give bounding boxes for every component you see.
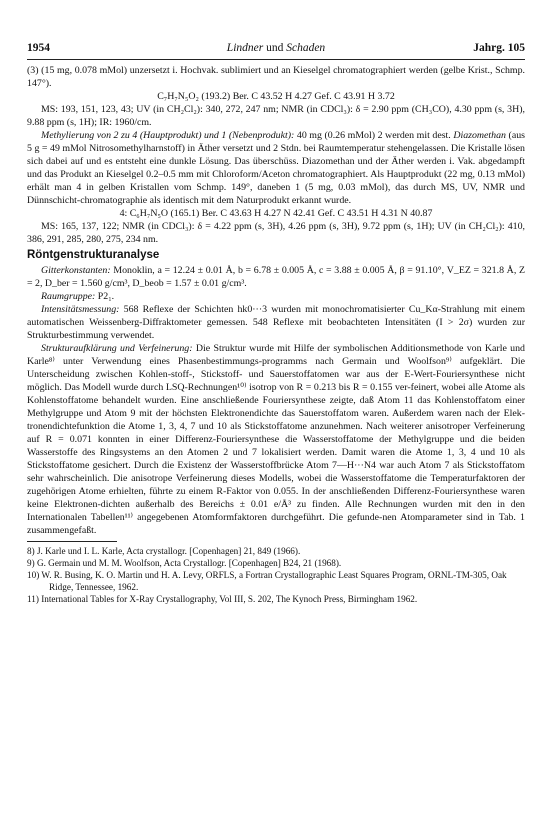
footnote-10: 10) W. R. Busing, K. O. Martin und H. A. Levy, ORFLS, a Fortran Crystallographic Least Squares Program, ORNL-TM-305, Oak Ridge, Tennessee, 1962. bbox=[27, 570, 507, 592]
section-heading: Röntgenstrukturanalyse bbox=[27, 249, 160, 261]
main-text bbox=[27, 64, 525, 605]
spectra-compound-4: MS: 165, 137, 122; NMR (in CDCl₃): δ = 4.22 ppm (s, 3H), 4.26 ppm (s, 3H), 9.72 ppm (s, 1H); UV (in CH₂Cl₂): 410, 386, 291, 285, 280, 275, 234 nm. bbox=[27, 221, 525, 245]
running-header bbox=[27, 42, 525, 58]
paragraph-strukturaufklaerung: Strukturaufklärung und Verfeinerung: Die Struktur wurde mit Hilfe der symbolischen Additionsmethode von Karle und Karle⁸⁾ unter Verwendung eines Phasenbestimmungs-programms nach Germain und Woolfson⁹⁾ aufgeklärt. Die Unterscheidung zwischen Kohlen-stoff-, Stickstoff- und Sauerstoffatomen war aus der E-Wert-Fouriersynthese nicht möglich. Das Modell wurde durch LSQ-Rechnungen¹⁰⁾ isotrop von R = 0.213 bis R = 0.155 ver-feinert, wobei alle Atome als Kohlenstoffatome behandelt wurden. Eine anschließende Fouriersynthese zeigte, daß Atom 11 das Kohlenstoffatom einer Methylgruppe und Atom 9 mit der höchsten Elektronendichte das Sauerstoffatom waren. Außerdem waren nach der Elek-tronendichtefunktion die Atome 1, 3, 4, 7 und 10 als Stickstoffatome anzunehmen. Nach weiterer anisotroper Verfeinerung auf R = 0.071 konnten in einer Differenz-Fouriersynthese die Wasserstoffatome der Methylgruppe und die beiden Wasserstoffe des Ringsystems an den Atomen 2 und 7 lokalisiert werden. Damit waren die Atome 1, 3, 4 und 10 als Stickstoffatome gesichert. Durch die Existenz der Wasserstoffbrücke Atom 7—H···N4 war auch Atom 7 als Stickstoffatom sehr wahrscheinlich. Die anisotrope Verfeinerung dieses Modells, wobei die Wasserstoffatome die Temperaturfaktoren der zugehörigen Atome erhielten, führte zu einem R-Faktor von 0.055. In der anschließenden Differenz-Fouriersynthese waren keine Elektronen-dichten außerhalb des Bereichs ± 0.01 e/Å³ zu finden. Alle Rechnungen wurden mit den in den Internationalen Tabellen¹¹⁾ angegebenen Atomformfaktoren durchgeführt. Die gefunde-nen Atomparameter sind in Tab. 1 zusammengefaßt. bbox=[27, 343, 525, 536]
page-number: 1954 bbox=[27, 42, 50, 54]
volume-label: Jahrg. 105 bbox=[473, 42, 525, 54]
paragraph-intensitaet: Intensitätsmessung: 568 Reflexe der Schichten hk0···3 wurden mit monochromatisierter Cu_Kα-Strahlung mit einem automatischen Weissenberg-Diffraktometer gemessen. 548 Reflexe mit beobachteten Intensitäten (I > 2σ) wurden zur Strukturbestimmung verwendet. bbox=[27, 304, 525, 341]
formula-compound-4: 4: C₆H₇N₅O (165.1) Ber. C 43.63 H 4.27 N 42.41 Gef. C 43.51 H 4.31 N 40.87 bbox=[119, 208, 433, 219]
formula-compound-3: C₇H₇N₅O₂ (193.2) Ber. C 43.52 H 4.27 Gef. C 43.91 H 3.72 bbox=[157, 91, 395, 102]
paragraph-raumgruppe: Raumgruppe: P2₁. bbox=[41, 291, 115, 302]
paragraph-gitter: Gitterkonstanten: Monoklin, a = 12.24 ± 0.01 Å, b = 6.78 ± 0.005 Å, c = 3.88 ± 0.005 Å, β = 91.10°, V_EZ = 321.8 Å, Z = 2, D_ber = 1.560 g/cm³, D_beob = 1.57 ± 0.01 g/cm³. bbox=[27, 265, 525, 289]
footnote-9: 9) G. Germain und M. M. Woolfson, Acta Crystallogr. [Copenhagen] B24, 21 (1968). bbox=[27, 558, 342, 568]
footnote-11: 11) International Tables for X-Ray Crystallography, Vol III, S. 202, The Kynoch Press, Birmingham 1962. bbox=[27, 594, 418, 604]
header-rule bbox=[27, 59, 525, 60]
methylierung-heading: Methylierung von 2 zu 4 (Hauptprodukt) und 1 (Nebenprodukt): bbox=[41, 130, 295, 141]
footnote-rule bbox=[27, 541, 117, 542]
paragraph-compound-3: (3) (15 mg, 0.078 mMol) unzersetzt i. Hochvak. sublimiert und an Kieselgel chromatographiert werden (gelbe Krist., Schmp. 147°). bbox=[27, 65, 525, 89]
paragraph-methylierung: Methylierung von 2 zu 4 (Hauptprodukt) und 1 (Nebenprodukt): 40 mg (0.26 mMol) 2 werden mit dest. Diazomethan (aus 5 g = 49 mMol Nitrosomethylharnstoff) in Äther versetzt und 2 Stdn. bei Raumtemperatur stehengelassen. Die Kristalle lösen sich dabei auf und es entsteht eine dunkle Lösung. Das überschüss. Diazomethan und der Äther werden i. Vak. abgedampft und das Produkt an Kieselgel 0.2–0.5 mm mit Chloroform/Aceton chromatographiert. Als Hauptprodukt (22 mg, 0.13 mMol) erhält man 4 in gelben Kristallen vom Schmp. 149°, daneben 1 (5 mg, 0.03 mMol), das durch MS, UV, NMR und Dünnschicht-chromatographie als identisch mit dem Naturprodukt erkannt wurde. bbox=[27, 130, 525, 206]
spectra-compound-3: MS: 193, 151, 123, 43; UV (in CH₂Cl₂): 340, 272, 247 nm; NMR (in CDCl₃): δ = 2.90 ppm (CH₃CO), 4.30 ppm (s, 3H), 9.88 ppm (s, 1H); IR: 1960/cm. bbox=[27, 104, 525, 128]
footnote-8: 8) J. Karle und I. L. Karle, Acta crystallogr. [Copenhagen] 21, 849 (1966). bbox=[27, 546, 301, 556]
running-title: Lindner und Schaden bbox=[226, 42, 326, 54]
